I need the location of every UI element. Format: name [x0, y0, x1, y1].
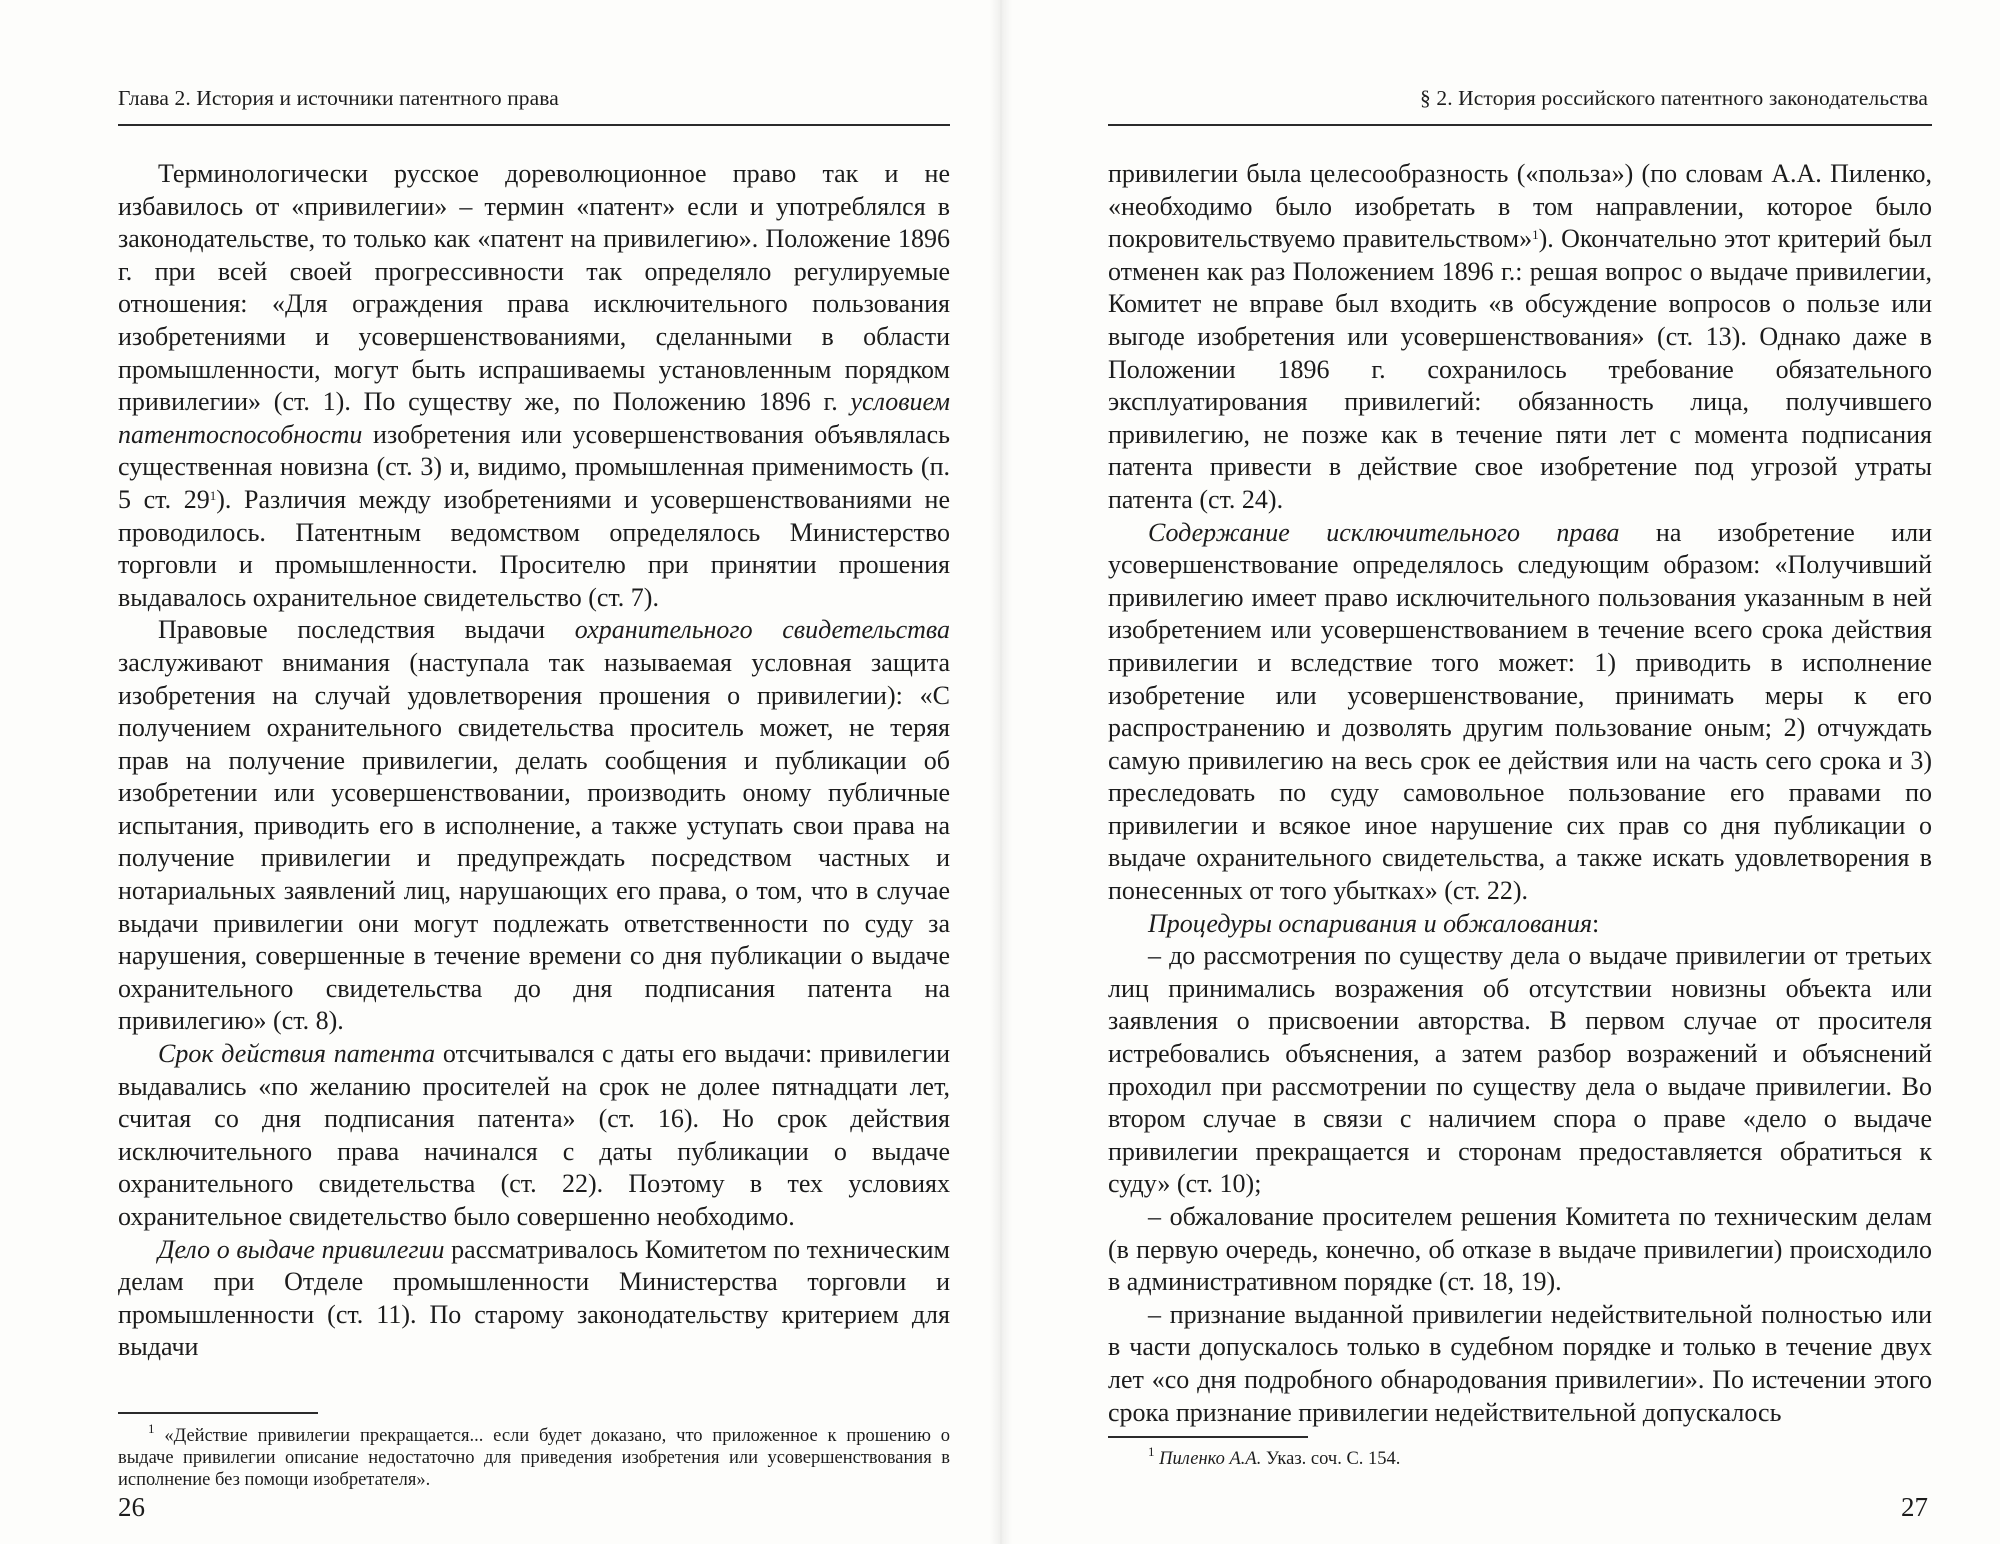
right-footnote-rule: [1108, 1436, 1308, 1438]
right-paragraph-6: – признание выданной привилегии недействительной полностью или в части допускалось только в судебном порядке и только в течение двух лет «со дня подробного обнародования привилегии». По истечении этого срока признание привилегии недействительной допускалось: [1108, 1299, 1932, 1427]
left-header-rule: [118, 124, 950, 126]
left-footnote-rule: [118, 1412, 318, 1414]
footnote-ref: 1: [209, 487, 217, 503]
right-paragraph-2: Содержание исключительного права на изобретение или усовершенствование определялось следующим образом: «Получивший привилегию имеет право исключительного пользования указанным в ней изобретением или усовершенствованием в течение всего срока действия привилегии и вследствие того может: 1) приводить в исполнение изобретение или усовершенствование, принимать меры к его распространению и дозволять другим пользование оным; 2) отчуждать самую привилегию на весь срок ее действия или на часть сего срока и 3) преследовать по суду самовольное пользование его правами по привилегии и всякое иное нарушение сих прав со дня публикации о выдаче охранительного свидетельства, а также искать удовлетворения в понесенных от того убытках» (ст. 22).: [1108, 517, 1933, 906]
right-page-number: 27: [1901, 1492, 1928, 1522]
left-body-text: [118, 158, 950, 1364]
left-running-header: Глава 2. История и источники патентного права: [118, 86, 559, 110]
left-paragraph-3: Срок действия патента отсчитывался с даты его выдачи: привилегии выдавались «по желанию просителей на срок не долее пятнадцати лет, считая со дня подписания патента» (ст. 16). Но срок действия исключительного права начинался с даты публикации о выдаче охранительного свидетельства (ст. 22). Поэтому в тех условиях охранительное свидетельство было совершенно необходимо.: [118, 1039, 950, 1231]
right-running-header: § 2. История российского патентного законодательства: [1420, 86, 1928, 110]
right-header-rule: [1108, 124, 1932, 126]
left-footnote: $^1$ «Действие привилегии прекращается... если будет доказано, что приложенное к прошению о выдаче привилегии описание недостаточно для приведения изобретения или усовершенствования в исполнение без помощи изобретателя».: [118, 1421, 950, 1490]
right-paragraph-3: Процедуры оспаривания и обжалования:: [1148, 908, 1600, 938]
right-paragraph-4: – до рассмотрения по существу дела о выдаче привилегии от третьих лиц принимались возражения об отсутствии новизны объекта или заявления о присвоении авторства. В первом случае от просителя истребовались объяснения, а затем разбор возражений и объяснений проходил при рассмотрении по существу дела о выдаче привилегии. Во втором случае в связи с наличием спора о праве «дело о выдаче привилегии прекращается и сторонам предоставляется обратиться к суду» (ст. 10);: [1108, 941, 1932, 1199]
right-paragraph-5: – обжалование просителем решения Комитета по техническим делам (в первую очередь, конечно, об отказе в выдаче привилегии) происходило в административном порядке (ст. 18, 19).: [1108, 1202, 1932, 1297]
left-paragraph-1: Терминологически русское дореволюционное право так и не избавилось от «привилегии» – термин «патент» если и употреблялся в законодательстве, то только как «патент на привилегию». Положение 1896 г. при всей своей прогрессивности так определяло регулируемые отношения: «Для ограждения права исключительного пользования изобретениями и усовершенствованиями, сделанными в области промышленности, могут быть испрашиваемы установленным порядком привилегии» (ст. 1). По существу же, по Положению 1896 г. условием патентоспособности изобретения или усовершенствования объявлялась существенная новизна (ст. 3) и, видимо, промышленная применимость (п. 5 ст. $29^1$). Различия между изобретениями и усовершенствованиями не проводилось. Патентным ведомством определялось Министерство торговли и промышленности. Просителю при принятии прошения выдавалось охранительное свидетельство (ст. 7).: [118, 159, 950, 612]
footnote-ref: 1: [1532, 227, 1539, 243]
left-page-number: 26: [118, 1492, 145, 1522]
right-body-text: [1108, 158, 1932, 1429]
left-paragraph-2: Правовые последствия выдачи охранительного свидетельства заслуживают внимания (наступала так называемая условная защита изобретения на случай удовлетворения прошения о привилегии): «С получением охранительного свидетельства проситель может, не теряя прав на получение привилегии, делать сообщения и публикации об изобретении или усовершенствовании, производить оному публичные испытания, приводить его в исполнение, а также уступать свои права на получение привилегии и предупреждать посредством частных и нотариальных заявлений лиц, нарушающих его права, о том, что в случае выдачи привилегии они могут подлежать ответственности по суду за нарушения, совершенные в течение времени со дня публикации о выдаче охранительного свидетельства до дня подписания патента на привилегию» (ст. 8).: [118, 615, 950, 1036]
right-page: [1000, 0, 2000, 1544]
left-paragraph-4: Дело о выдаче привилегии рассматривалось Комитетом по техническим делам при Отделе промышленности Министерства торговли и промышленности (ст. 11). По старому законодательству критерием для выдачи: [118, 1234, 950, 1362]
right-paragraph-1: привилегии была целесообразность («польза») (по словам А.А. Пиленко, «необходимо было изобретать в том направлении, которое было покровительствуемо правительством»$^1$). Окончательно этот критерий был отменен как раз Положением 1896 г.: решая вопрос о выдаче привилегии, Комитет не вправе был входить «в обсуждение вопросов о пользе или выгоде изобретения или усовершенствования» (ст. 13). Однако даже в Положении 1896 г. сохранилось требование обязательного эксплуатирования привилегий: обязанность лица, получившего привилегию, не позже как в течение пяти лет с момента подписания патента привести в действие свое изобретение под угрозой утраты патента (ст. 24).: [1108, 159, 1932, 514]
right-footnote: $^1$ Пиленко А.А. Указ. соч. С. 154.: [1148, 1444, 1401, 1469]
